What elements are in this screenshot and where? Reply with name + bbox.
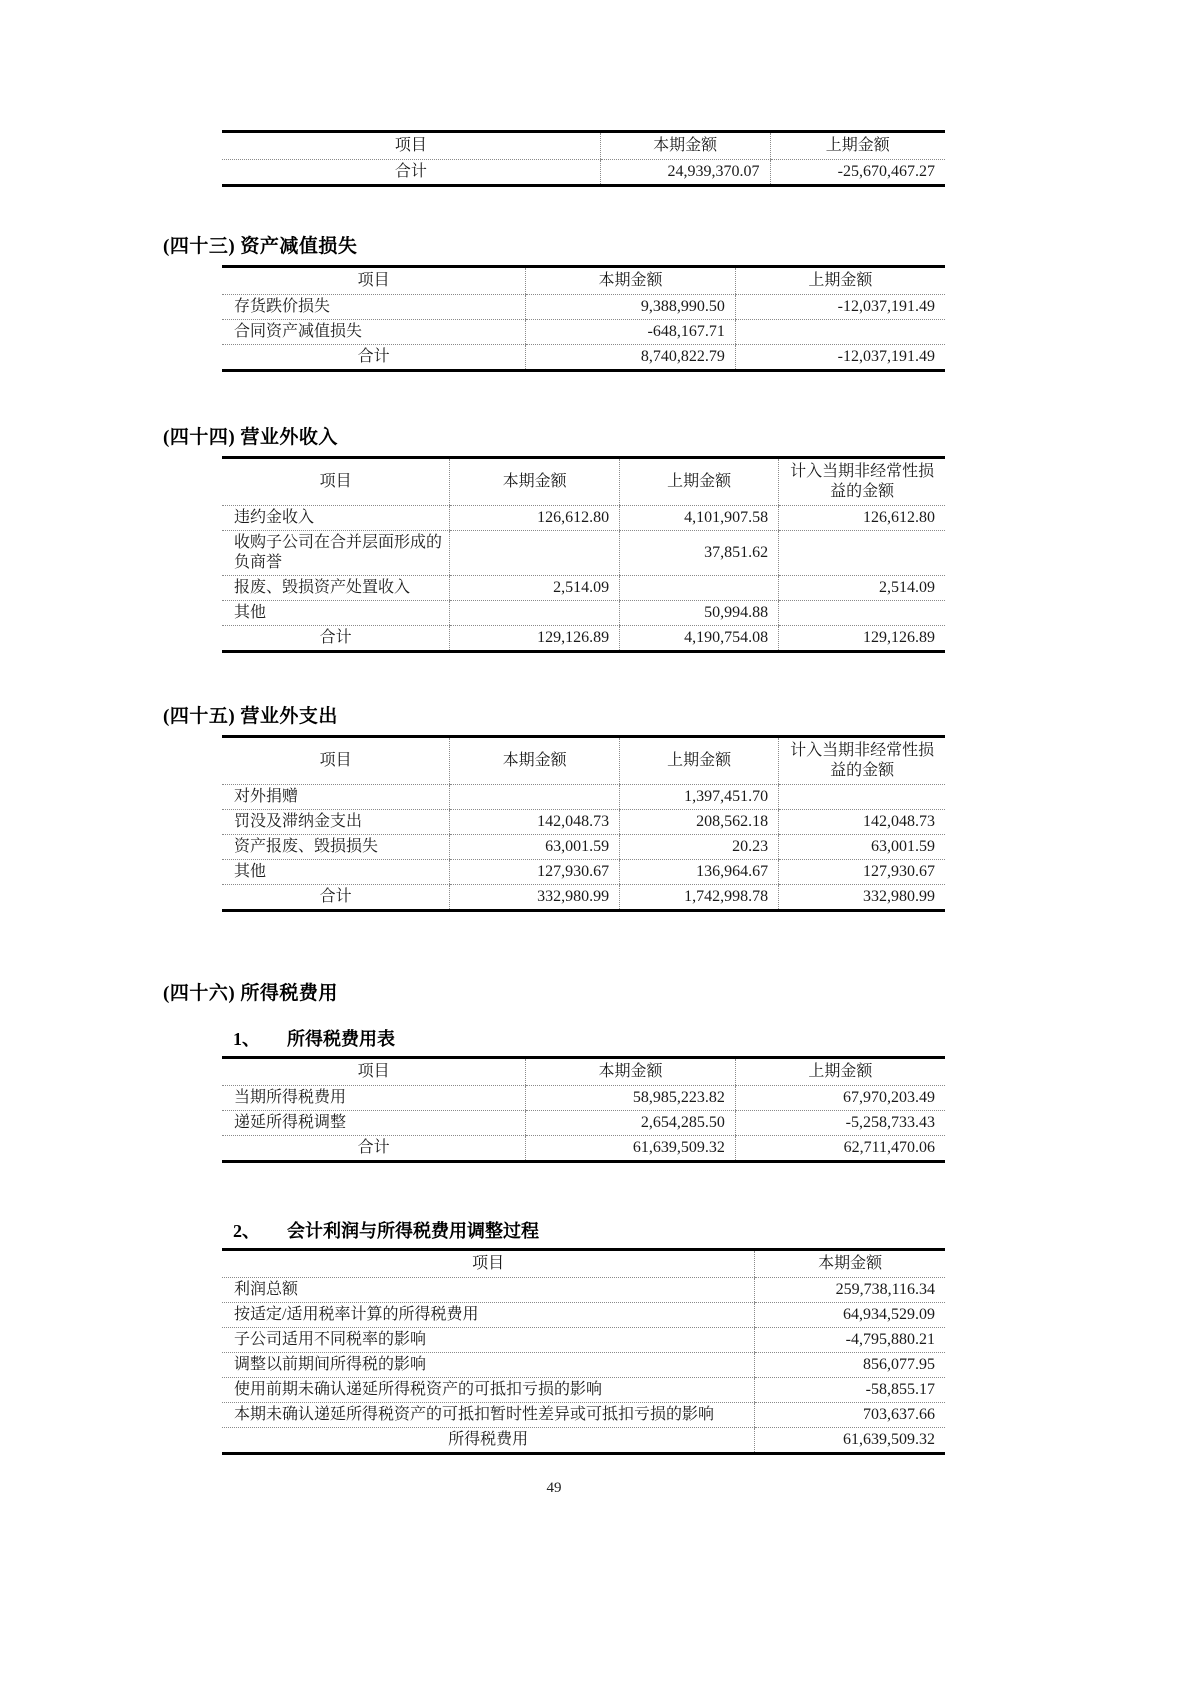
cell-value xyxy=(735,320,945,345)
cell-value: 129,126.89 xyxy=(450,626,620,652)
header-row xyxy=(222,458,945,506)
cell-value xyxy=(779,785,945,810)
cell-value: 24,939,370.07 xyxy=(600,160,770,186)
column-header: 上期金额 xyxy=(770,132,945,160)
non-operating-expenses-section xyxy=(222,735,953,912)
cell-value: 20.23 xyxy=(620,835,779,860)
column-header: 项目 xyxy=(222,1058,526,1086)
cell-value xyxy=(450,531,620,576)
row-label: 其他 xyxy=(222,860,450,885)
column-header: 本期金额 xyxy=(526,267,736,295)
table-row xyxy=(222,1403,945,1428)
non-operating-income-table xyxy=(222,456,945,653)
cell-value: 2,514.09 xyxy=(450,576,620,601)
header-row xyxy=(222,737,945,785)
cell-value: 126,612.80 xyxy=(450,506,620,531)
row-label: 调整以前期间所得税的影响 xyxy=(222,1353,755,1378)
cell-value: 61,639,509.32 xyxy=(526,1136,736,1162)
column-header: 上期金额 xyxy=(735,1058,945,1086)
row-label: 违约金收入 xyxy=(222,506,450,531)
table-row xyxy=(222,860,945,885)
cell-value: 127,930.67 xyxy=(779,860,945,885)
cell-value: 61,639,509.32 xyxy=(755,1428,945,1454)
table-row xyxy=(222,1303,945,1328)
row-label: 其他 xyxy=(222,601,450,626)
row-label: 存货跌价损失 xyxy=(222,295,526,320)
subsection-2-title: 会计利润与所得税费用调整过程 xyxy=(287,1221,539,1241)
cell-value: 126,612.80 xyxy=(779,506,945,531)
column-header: 上期金额 xyxy=(735,267,945,295)
cell-value: 8,740,822.79 xyxy=(526,345,736,371)
carryover-table xyxy=(222,130,945,187)
subsection-1-heading xyxy=(233,1025,953,1051)
cell-value xyxy=(450,785,620,810)
row-label: 所得税费用 xyxy=(448,1431,529,1448)
row-label: 利润总额 xyxy=(222,1278,755,1303)
cell-value: 332,980.99 xyxy=(450,885,620,911)
column-header: 项目 xyxy=(222,1250,755,1278)
header-row xyxy=(222,267,945,295)
column-header: 计入当期非经常性损益的金额 xyxy=(779,458,945,506)
row-label: 收购子公司在合并层面形成的负商誉 xyxy=(222,531,450,576)
cell-value xyxy=(620,576,779,601)
table-row xyxy=(222,1111,945,1136)
column-header: 本期金额 xyxy=(526,1058,736,1086)
table-row xyxy=(222,295,945,320)
row-label: 合计 xyxy=(357,1139,390,1156)
carryover-table-section xyxy=(222,130,953,187)
cell-value: 63,001.59 xyxy=(779,835,945,860)
table-row xyxy=(222,1328,945,1353)
column-header: 项目 xyxy=(222,458,450,506)
total-row xyxy=(222,345,945,371)
cell-value: 1,742,998.78 xyxy=(620,885,779,911)
cell-value: 64,934,529.09 xyxy=(755,1303,945,1328)
tax-reconciliation-table xyxy=(222,1248,945,1455)
subsection-1-title: 所得税费用表 xyxy=(287,1029,395,1049)
cell-value: 1,397,451.70 xyxy=(620,785,779,810)
column-header: 上期金额 xyxy=(620,737,779,785)
table-row xyxy=(222,531,945,576)
row-label: 合计 xyxy=(319,888,352,905)
income-tax-table-section xyxy=(222,1056,953,1163)
cell-value xyxy=(779,531,945,576)
cell-value: 136,964.67 xyxy=(620,860,779,885)
cell-value: 62,711,470.06 xyxy=(735,1136,945,1162)
header-row xyxy=(222,132,945,160)
header-row xyxy=(222,1058,945,1086)
cell-value: 332,980.99 xyxy=(779,885,945,911)
row-label: 本期未确认递延所得税资产的可抵扣暂时性差异或可抵扣亏损的影响 xyxy=(222,1403,755,1428)
cell-value: 2,514.09 xyxy=(779,576,945,601)
row-label: 当期所得税费用 xyxy=(222,1086,526,1111)
row-label: 合计 xyxy=(357,348,390,365)
asset-impairment-table xyxy=(222,265,945,372)
table-row xyxy=(222,785,945,810)
impairment-table-section xyxy=(222,265,953,372)
row-label: 递延所得税调整 xyxy=(222,1111,526,1136)
cell-value: -25,670,467.27 xyxy=(770,160,945,186)
total-row xyxy=(222,160,945,186)
cell-value: 37,851.62 xyxy=(620,531,779,576)
row-label: 对外捐赠 xyxy=(222,785,450,810)
cell-value: 208,562.18 xyxy=(620,810,779,835)
total-row xyxy=(222,885,945,911)
table-row xyxy=(222,835,945,860)
column-header: 本期金额 xyxy=(600,132,770,160)
subsection-1-number: 1、 xyxy=(233,1029,260,1049)
section-43-heading: (四十三) 资产减值损失 xyxy=(163,236,358,257)
table-row xyxy=(222,506,945,531)
cell-value: 9,388,990.50 xyxy=(526,295,736,320)
column-header: 上期金额 xyxy=(620,458,779,506)
row-label: 合计 xyxy=(394,163,427,180)
column-header: 项目 xyxy=(222,132,600,160)
cell-value: 4,101,907.58 xyxy=(620,506,779,531)
total-row xyxy=(222,1428,945,1454)
column-header: 项目 xyxy=(222,267,526,295)
column-header: 项目 xyxy=(222,737,450,785)
subsection-2-number: 2、 xyxy=(233,1221,260,1241)
total-row xyxy=(222,1136,945,1162)
subsection-2-heading xyxy=(233,1217,953,1243)
cell-value: 129,126.89 xyxy=(779,626,945,652)
cell-value xyxy=(450,601,620,626)
column-header: 计入当期非经常性损益的金额 xyxy=(779,737,945,785)
table-row xyxy=(222,1353,945,1378)
table-row xyxy=(222,320,945,345)
total-row xyxy=(222,626,945,652)
table-row xyxy=(222,576,945,601)
table-row xyxy=(222,1278,945,1303)
cell-value: 67,970,203.49 xyxy=(735,1086,945,1111)
row-label: 报废、毁损资产处置收入 xyxy=(222,576,450,601)
cell-value: 259,738,116.34 xyxy=(755,1278,945,1303)
column-header: 本期金额 xyxy=(450,737,620,785)
non-operating-expenses-table xyxy=(222,735,945,912)
cell-value xyxy=(779,601,945,626)
page-content xyxy=(163,0,953,1455)
cell-value: 856,077.95 xyxy=(755,1353,945,1378)
table-row xyxy=(222,1378,945,1403)
row-label: 合同资产减值损失 xyxy=(222,320,526,345)
cell-value: -4,795,880.21 xyxy=(755,1328,945,1353)
table-row xyxy=(222,810,945,835)
cell-value: -12,037,191.49 xyxy=(735,295,945,320)
cell-value: 2,654,285.50 xyxy=(526,1111,736,1136)
cell-value: 58,985,223.82 xyxy=(526,1086,736,1111)
cell-value: 50,994.88 xyxy=(620,601,779,626)
column-header: 本期金额 xyxy=(450,458,620,506)
cell-value: -58,855.17 xyxy=(755,1378,945,1403)
cell-value: 63,001.59 xyxy=(450,835,620,860)
header-row xyxy=(222,1250,945,1278)
row-label: 罚没及滞纳金支出 xyxy=(222,810,450,835)
non-operating-income-section xyxy=(222,456,953,653)
cell-value: 4,190,754.08 xyxy=(620,626,779,652)
row-label: 合计 xyxy=(319,629,352,646)
row-label: 按适定/适用税率计算的所得税费用 xyxy=(222,1303,755,1328)
row-label: 子公司适用不同税率的影响 xyxy=(222,1328,755,1353)
section-44-heading: (四十四) 营业外收入 xyxy=(163,427,338,448)
page-number: 49 xyxy=(546,1480,562,1496)
income-tax-table xyxy=(222,1056,945,1163)
cell-value: -12,037,191.49 xyxy=(735,345,945,371)
section-45-heading: (四十五) 营业外支出 xyxy=(163,706,338,727)
cell-value: 127,930.67 xyxy=(450,860,620,885)
section-46-heading: (四十六) 所得税费用 xyxy=(163,983,338,1004)
row-label: 使用前期未确认递延所得税资产的可抵扣亏损的影响 xyxy=(222,1378,755,1403)
cell-value: 142,048.73 xyxy=(779,810,945,835)
cell-value: -5,258,733.43 xyxy=(735,1111,945,1136)
tax-reconciliation-section xyxy=(222,1248,953,1455)
cell-value: -648,167.71 xyxy=(526,320,736,345)
cell-value: 142,048.73 xyxy=(450,810,620,835)
table-row xyxy=(222,601,945,626)
cell-value: 703,637.66 xyxy=(755,1403,945,1428)
column-header: 本期金额 xyxy=(755,1250,945,1278)
row-label: 资产报废、毁损损失 xyxy=(222,835,450,860)
table-row xyxy=(222,1086,945,1111)
